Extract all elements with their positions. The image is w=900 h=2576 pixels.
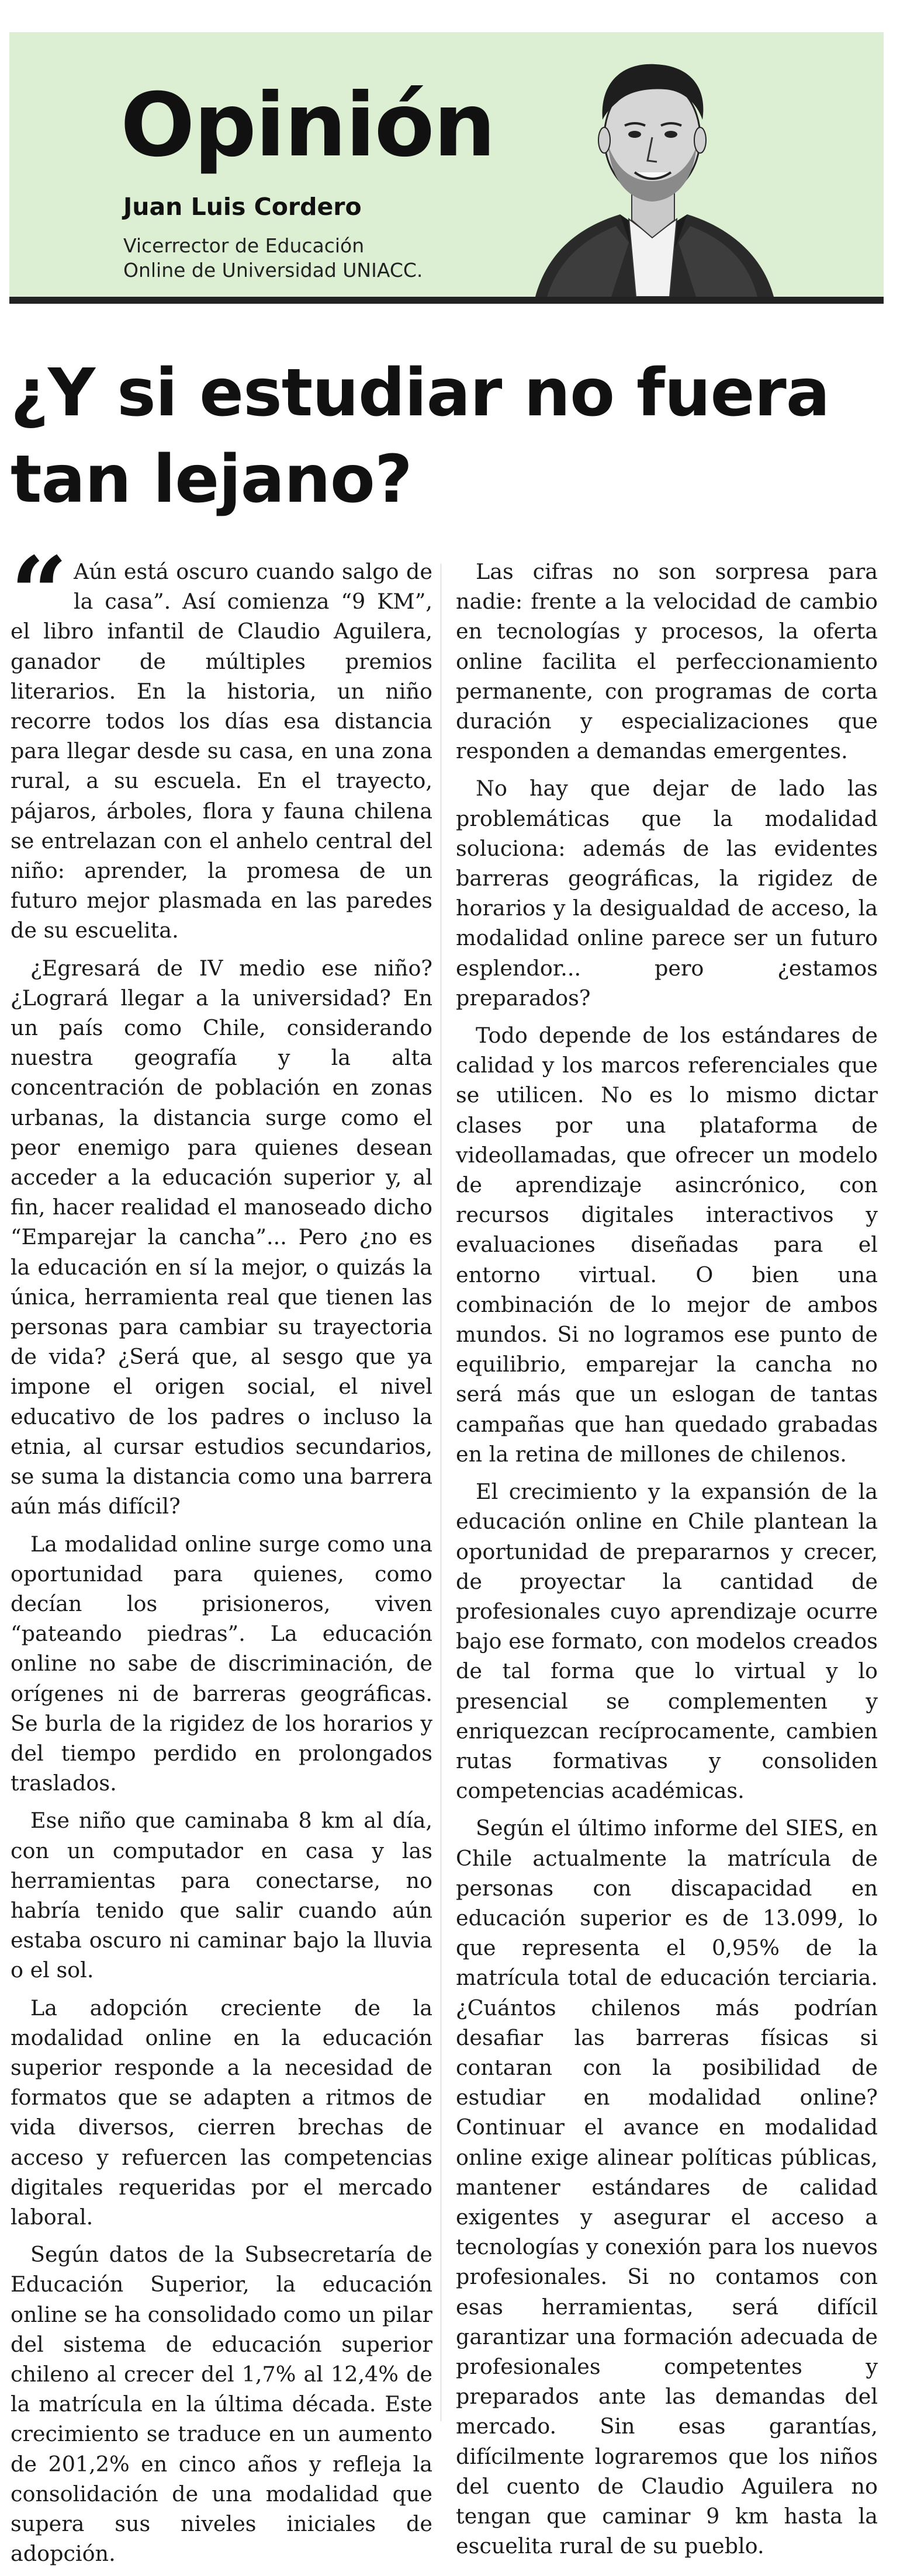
article-column-left (11, 535, 432, 2576)
author-role (123, 234, 532, 283)
author-portrait-illustration (512, 32, 792, 297)
article-paragraph: El crecimiento y la expansión de la educación online en Chile plantean la oportunidad de prepararnos y crecer, de proyectar la cantidad de profesionales cuyo aprendizaje ocurre bajo ese formato, con modelos creados de tal forma que lo virtual y lo presencial se complementen y enriquezcan recíprocamente, cambien rutas formativas y consoliden competencias académicas. (456, 1479, 878, 1804)
article-paragraph: Según datos de la Subsecretaría de Educación Superior, la educación online se ha consolidado como un pilar del sistema de educación superior chileno al crecer del 1,7% al 12,4% de la matrícula en la última década. Este crecimiento se traduce en un aumento de 201,2% en cinco años y refleja la consolidación de una modalidad que supera sus niveles iniciales de adopción. (11, 2242, 432, 2567)
headline-line: tan lejano? (11, 441, 412, 518)
section-label: Opinión (120, 75, 495, 176)
article-headline (11, 350, 881, 523)
opinion-header-band (9, 32, 884, 304)
article-paragraph: No hay que dejar de lado las problemáticas que la modalidad soluciona: además de las evidentes barreras geográficas, la rigidez de horarios y la desigualdad de acceso, la modalidad online parece ser un futuro esplendor... pero ¿estamos preparados? (456, 776, 878, 1011)
article-paragraph: Las cifras no son sorpresa para nadie: frente a la velocidad de cambio en tecnologías y procesos, la oferta online facilita el perfeccionamiento permanente, con programas de corta duración y especializaciones que responden a demandas emergentes. (456, 559, 878, 764)
author-name: Juan Luis Cordero (123, 193, 362, 221)
author-role-line: Vicerrector de Educación (123, 234, 365, 257)
opening-quote-icon: “ (11, 535, 68, 652)
author-role-line: Online de Universidad UNIACC. (123, 259, 423, 282)
article-paragraph: Todo depende de los estándares de calidad y los marcos referenciales que se utilicen. No es lo mismo dictar clases por una plataforma de videollamadas, que ofrecer un modelo de aprendizaje asincrónico, con recursos digitales interactivos y evaluaciones diseñadas para el entorno virtual. O bien una combinación de lo mejor de ambos mundos. Si no logramos ese punto de equilibrio, emparejar la cancha no será más que un eslogan de tantas campañas que han quedado grabadas en la retina de millones de chilenos. (456, 1023, 878, 1467)
headline-line: ¿Y si estudiar no fuera (11, 355, 830, 431)
article-paragraph: ¿Egresará de IV medio ese niño? ¿Logrará llegar a la universidad? En un país como Chile, considerando nuestra geografía y la alta concentración de población en zonas urbanas, la distancia surge como el peor enemigo para quienes desean acceder a la educación superior y, al fin, hacer realidad el manoseado dicho “Emparejar la cancha”... Pero ¿no es la educación en sí la mejor, o quizás la única, herramienta real que tienen las personas para cambiar su trayectoria de vida? ¿Será que, al sesgo que ya impone el origen social, el nivel educativo de los padres o incluso la etnia, al cursar estudios secundarios, se suma la distancia como una barrera aún más difícil? (11, 955, 432, 1519)
article-paragraph: La adopción creciente de la modalidad online en la educación superior responde a la necesidad de formatos que se adapten a ritmos de vida diversos, cierren brechas de acceso y refuercen las competencias digitales requeridas por el mercado laboral. (11, 1995, 432, 2230)
article-paragraph: La modalidad online surge como una oportunidad para quienes, como decían los prisioneros, viven “pateando piedras”. La educación online no sabe de discriminación, de orígenes ni de barreras geográficas. Se burla de la rigidez de los horarios y del tiempo perdido en prolongados traslados. (11, 1531, 432, 1796)
article-column-right (456, 557, 878, 2568)
article-paragraph: Ese niño que caminaba 8 km al día, con un computador en casa y las herramientas para conectarse, no habría tenido que salir cuando aún estaba oscuro ni caminar bajo la lluvia o el sol. (11, 1808, 432, 1983)
article-paragraph: Aún está oscuro cuando salgo de la casa”. Así comienza “9 KM”, el libro infantil de Claudio Aguilera, ganador de múltiples premios literarios. En la historia, un niño recorre todos los días esa distancia para llegar desde su casa, en una zona rural, a su escuela. En el trayecto, pájaros, árboles, flora y fauna chilena se entrelazan con el anhelo central del niño: aprender, la promesa de un futuro mejor plasmada en las paredes de su escuelita. (11, 559, 432, 943)
article-paragraph: Según el último informe del SIES, en Chile actualmente la matrícula de personas con discapacidad en educación superior es de 13.099, lo que representa el 0,95% de la matrícula total de educación terciaria. ¿Cuántos chilenos más podrían desafiar las barreras físicas si contaran con la posibilidad de estudiar en modalidad online? Continuar el avance en modalidad online exige alinear políticas públicas, mantener estándares de calidad exigentes y asegurar el acceso a tecnologías y conexión para los nuevos profesionales. Si no contamos con esas herramientas, será difícil garantizar una formación adecuada de profesionales competentes y preparados ante las demandas del mercado. Sin esas garantías, difícilmente lograremos que los niños del cuento de Claudio Aguilera no tengan que caminar 9 km hasta la escuelita rural de su pueblo. (456, 1815, 878, 2559)
